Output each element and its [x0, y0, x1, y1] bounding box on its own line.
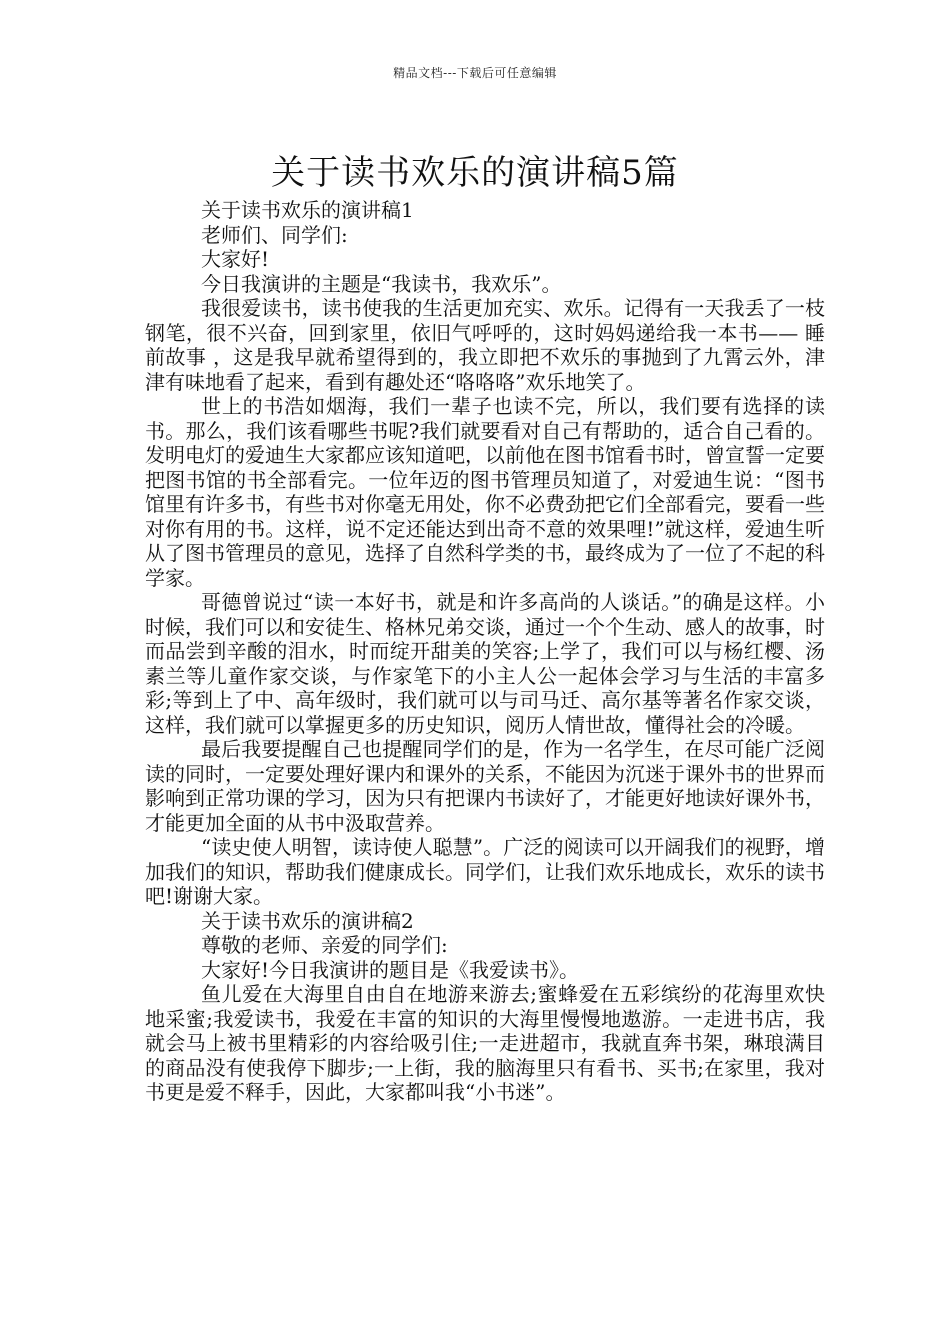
- salutation: 尊敬的老师、亲爱的同学们:: [201, 933, 448, 957]
- greeting: 大家好!今日我演讲的题目是《我爱读书》。: [201, 957, 580, 982]
- paragraph: “读史使人明智，读诗使人聪慧”。广泛的阅读可以开阔我们的视野，增加我们的知识，帮助我们健康成长。同学们，让我们欢乐地成长，欢乐的读书吧!谢谢大家。: [145, 835, 825, 908]
- greeting: 大家好!: [201, 247, 270, 271]
- header-note: 精品文档---下载后可任意编辑: [393, 66, 557, 80]
- document-title: 关于读书欢乐的演讲稿5篇: [271, 152, 679, 193]
- paragraph: 鱼儿爱在大海里自由自在地游来游去;蜜蜂爱在五彩缤纷的花海里欢快地采蜜;我爱读书，我爱在丰富的知识的大海里慢慢地遨游。一走进书店，我就会马上被书里精彩的内容给吸引住;一走进超市，我就直奔书架，琳琅满目的商品没有使我停下脚步;一上街，我的脑海里只有看书、买书;在家里，我对书更是爱不释手，因此，大家都叫我“小书迷”。: [145, 982, 825, 1104]
- section-heading-1: 关于读书欢乐的演讲稿1: [201, 198, 414, 222]
- paragraph: 我很爱读书，读书使我的生活更加充实、欢乐。记得有一天我丢了一枝钢笔，很不兴奋，回到家里，依旧气呼呼的，这时妈妈递给我一本书—— 睡前故事 ，这是我早就希望得到的，我立即把不欢乐的事抛到了九霄云外，津津有味地看了起来，看到有趣处还“咯咯咯”欢乐地笑了。: [145, 296, 825, 394]
- salutation: 老师们、同学们:: [201, 222, 348, 247]
- document-body: [145, 198, 825, 1105]
- paragraph: 最后我要提醒自己也提醒同学们的是，作为一名学生，在尽可能广泛阅读的同时，一定要处理好课内和课外的关系，不能因为沉迷于课外书的世界而影响到正常功课的学习，因为只有把课内书读好了，才能更好地读好课外书，才能更加全面的从书中汲取营养。: [145, 737, 825, 835]
- paragraph: 今日我演讲的主题是“我读书，我欢乐”。: [201, 271, 562, 296]
- paragraph: 世上的书浩如烟海，我们一辈子也读不完，所以，我们要有选择的读书。那么，我们该看哪些书呢?我们就要看对自己有帮助的，适合自己看的。发明电灯的爱迪生大家都应该知道吧，以前他在图书馆看书时，曾宣誓一定要把图书馆的书全部看完。一位年迈的图书管理员知道了，对爱迪生说：“图书馆里有许多书，有些书对你毫无用处，你不必费劲把它们全部看完，要看一些对你有用的书。这样，说不定还能达到出奇不意的效果哩!”就这样，爱迪生听从了图书管理员的意见，选择了自然科学类的书，最终成为了一位了不起的科学家。: [145, 394, 825, 590]
- section-heading-2: 关于读书欢乐的演讲稿2: [201, 908, 414, 933]
- paragraph: 哥德曾说过“读一本好书，就是和许多高尚的人谈话。”的确是这样。小时候，我们可以和安徒生、格林兄弟交谈，通过一个个生动、感人的故事，时而品尝到辛酸的泪水，时而绽开甜美的笑容;上学了，我们可以与杨红樱、汤素兰等儿童作家交谈，与作家笔下的小主人公一起体会学习与生活的丰富多彩;等到上了中、高年级时，我们就可以与司马迁、高尔基等著名作家交谈，这样，我们就可以掌握更多的历史知识，阅历人情世故，懂得社会的冷暖。: [145, 590, 825, 737]
